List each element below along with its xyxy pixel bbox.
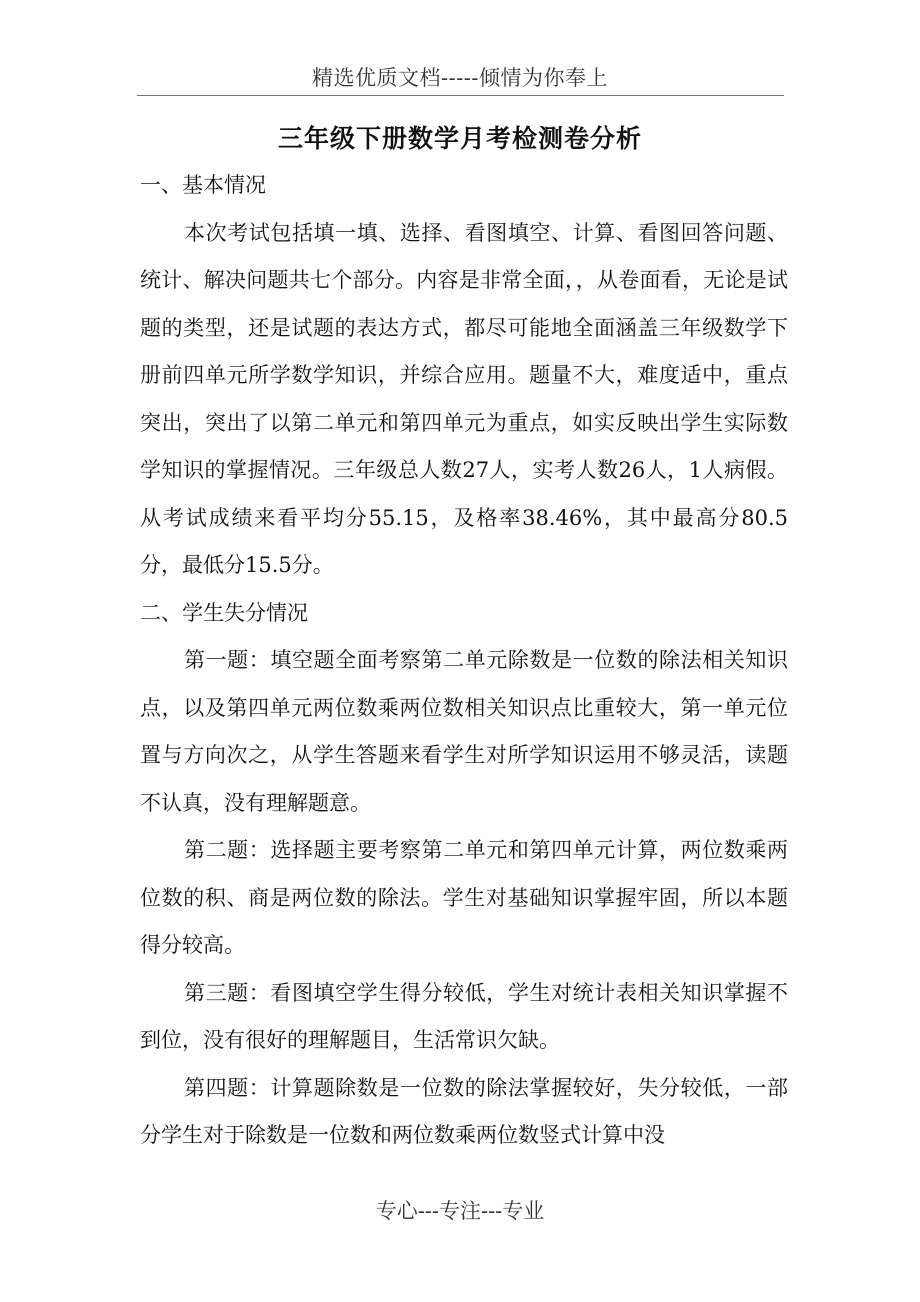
paragraph-question-4: 第四题：计算题除数是一位数的除法掌握较好，失分较低，一部分学生对于除数是一位数和两位数乘两位数竖式计算中没 bbox=[140, 1075, 788, 1147]
document-body bbox=[140, 162, 788, 1160]
paragraph-question-2: 第二题：选择题主要考察第二单元和第四单元计算，两位数乘两位数的积、商是两位数的除法。学生对基础知识掌握牢固，所以本题得分较高。 bbox=[140, 838, 788, 957]
page-header: 精选优质文档-----倾情为你奉上 bbox=[312, 66, 608, 90]
paragraph-question-1: 第一题：填空题全面考察第二单元除数是一位数的除法相关知识点，以及第四单元两位数乘两位数相关知识点比重较大，第一单元位置与方向次之，从学生答题来看学生对所学知识运用不够灵活，读题不认真，没有理解题意。 bbox=[140, 648, 788, 815]
paragraph-basic-situation: 本次考试包括填一填、选择、看图填空、计算、看图回答问题、统计、解决问题共七个部分。内容是非常全面，，从卷面看，无论是试题的类型，还是试题的表达方式，都尽可能地全面涵盖三年级数学下册前四单元所学数学知识，并综合应用。题量不大，难度适中，重点突出，突出了以第二单元和第四单元为重点，如实反映出学生实际数学知识的掌握情况。三年级总人数27人，实考人数26人，1人病假。从考试成绩来看平均分55.15，及格率38.46%，其中最高分80.5分，最低分15.5分。 bbox=[140, 220, 788, 577]
header-divider bbox=[137, 95, 784, 96]
page-footer: 专心---专注---专业 bbox=[375, 1199, 545, 1223]
paragraph-question-3: 第三题：看图填空学生得分较低，学生对统计表相关知识掌握不到位，没有很好的理解题目，生活常识欠缺。 bbox=[140, 980, 788, 1052]
section-heading-basic: 一、基本情况 bbox=[140, 173, 266, 197]
document-title: 三年级下册数学月考检测卷分析 bbox=[277, 124, 642, 153]
section-heading-lost-points: 二、学生失分情况 bbox=[140, 600, 308, 625]
